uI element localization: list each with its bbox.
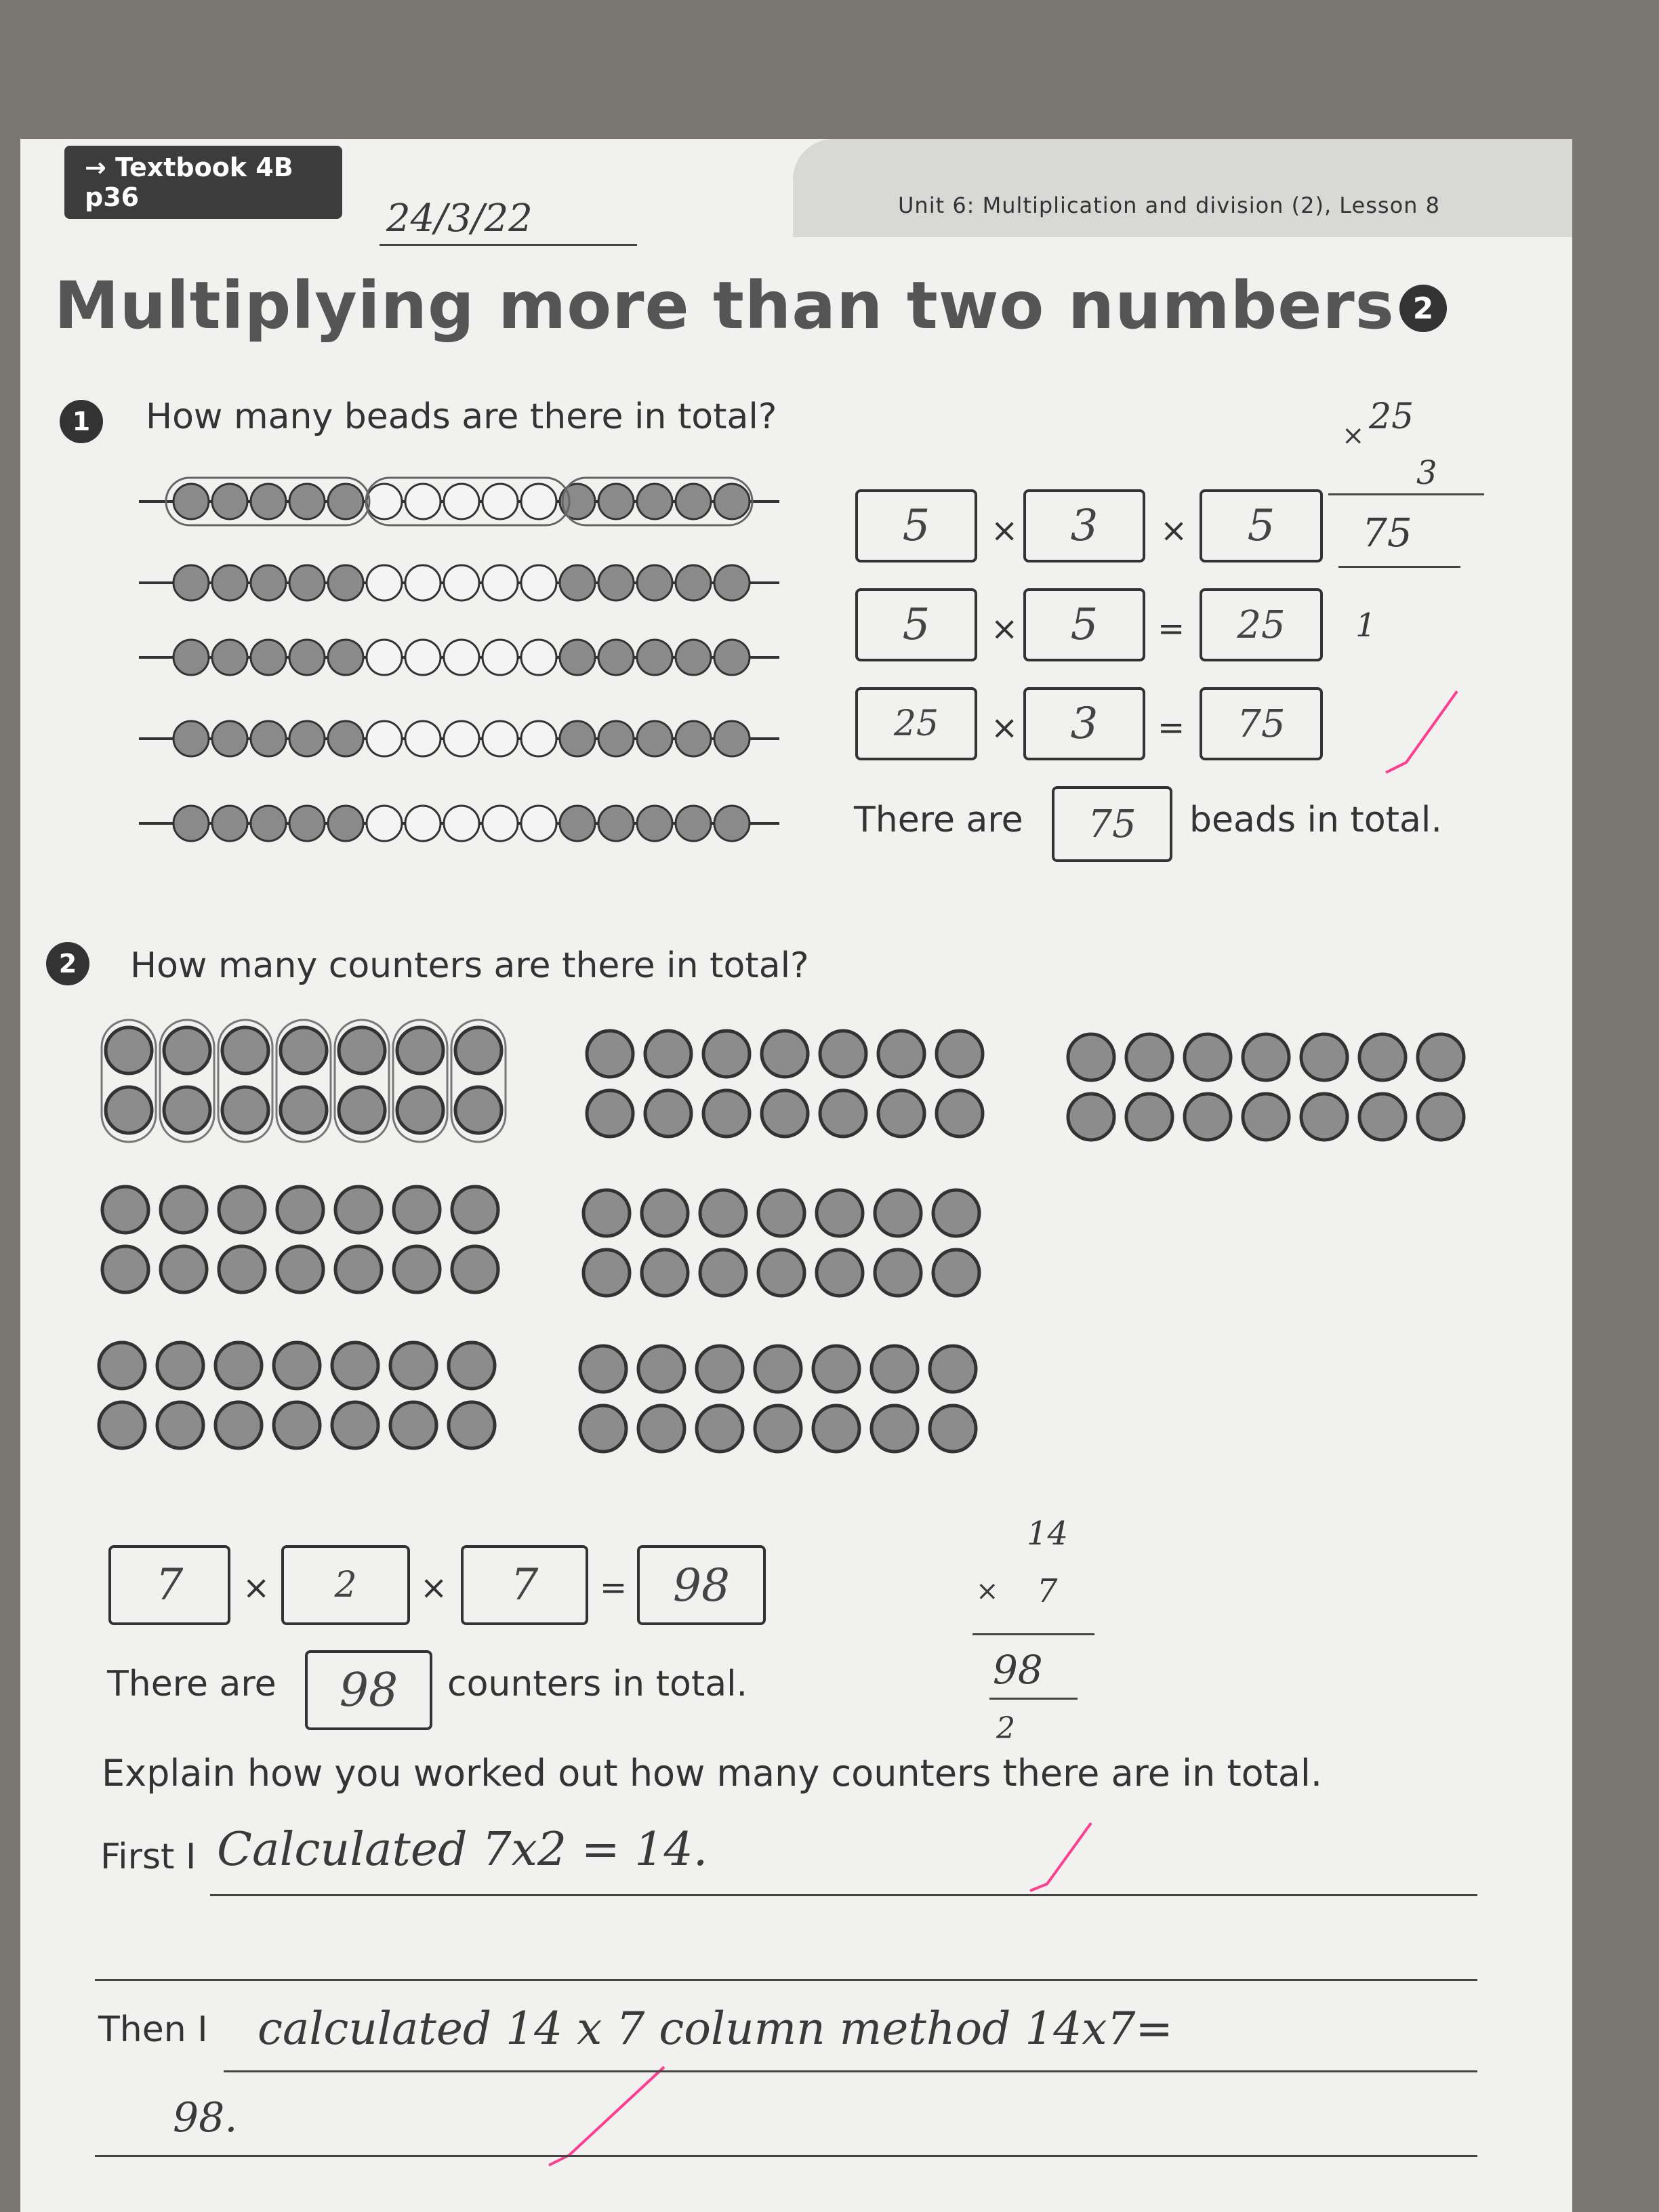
bead	[405, 484, 441, 519]
bead	[444, 640, 479, 675]
q1-working-line-1	[1328, 493, 1484, 495]
q2-eq-a[interactable]: 7	[108, 1545, 230, 1625]
counter	[758, 1190, 804, 1236]
counter	[106, 1027, 152, 1073]
bead	[212, 484, 247, 519]
counter	[1359, 1094, 1406, 1140]
q1-row2-eq: =	[1158, 610, 1185, 648]
bead	[405, 565, 441, 600]
counter	[332, 1402, 378, 1448]
bead	[444, 806, 479, 841]
counter	[930, 1346, 976, 1392]
bead	[598, 640, 634, 675]
then-answer[interactable]: calculated 14 x 7 column method 14x7=	[258, 2003, 1173, 2055]
counter	[587, 1090, 633, 1136]
q2-eq-result[interactable]: 98	[637, 1545, 766, 1625]
counter	[222, 1087, 268, 1133]
date-underline	[380, 244, 637, 246]
counter	[106, 1087, 152, 1133]
counter	[452, 1246, 498, 1292]
bead	[328, 565, 363, 600]
counter	[1068, 1034, 1114, 1080]
q2-eq-eq: =	[600, 1569, 628, 1607]
counter	[697, 1346, 743, 1392]
bead	[637, 806, 672, 841]
tick-mark	[1386, 691, 1457, 773]
counter	[583, 1190, 630, 1236]
bead	[251, 640, 286, 675]
bead	[367, 640, 402, 675]
bead	[328, 721, 363, 756]
bead	[714, 484, 750, 519]
counter	[755, 1406, 801, 1452]
counter	[164, 1087, 210, 1133]
q2-eq-b[interactable]: 2	[281, 1545, 410, 1625]
bead	[328, 806, 363, 841]
bead	[714, 806, 750, 841]
question-2-text: How many counters are there in total?	[130, 945, 809, 986]
counter	[642, 1190, 688, 1236]
counter	[219, 1246, 265, 1292]
counter	[875, 1250, 921, 1296]
q2-eq-c[interactable]: 7	[461, 1545, 588, 1625]
bead	[444, 721, 479, 756]
counter	[937, 1090, 983, 1136]
counter	[703, 1090, 750, 1136]
counter	[875, 1190, 921, 1236]
counter	[452, 1187, 498, 1233]
bead	[637, 565, 672, 600]
textbook-tab: → Textbook 4B p36	[64, 146, 342, 219]
first-line	[210, 1894, 1477, 1896]
bead	[367, 806, 402, 841]
bead	[405, 721, 441, 756]
then-answer-2[interactable]: 98.	[173, 2094, 238, 2142]
bead	[367, 484, 402, 519]
q1-working-mul: ×	[1342, 420, 1365, 451]
q1-row1-op: ×	[991, 512, 1019, 550]
q1-working-result: 75	[1362, 510, 1412, 556]
counter	[277, 1187, 323, 1233]
q2-working-line-1	[972, 1633, 1094, 1635]
bead	[251, 721, 286, 756]
counter	[390, 1402, 436, 1448]
counter	[397, 1027, 443, 1073]
q2-working-top: 14	[1027, 1515, 1069, 1553]
then-label: Then I	[98, 2009, 208, 2050]
bead	[714, 565, 750, 600]
bead	[212, 806, 247, 841]
counter	[99, 1402, 145, 1448]
counter	[1301, 1094, 1347, 1140]
bead	[444, 565, 479, 600]
bead	[328, 484, 363, 519]
counter	[933, 1190, 979, 1236]
bead	[289, 640, 325, 675]
counter	[820, 1090, 866, 1136]
header-band	[793, 139, 1572, 237]
bead	[367, 721, 402, 756]
counter	[1418, 1034, 1464, 1080]
counter	[222, 1027, 268, 1073]
question-1-badge: 1	[60, 400, 103, 443]
counter	[281, 1087, 327, 1133]
bead	[405, 640, 441, 675]
bead	[560, 806, 595, 841]
q1-row1-op2: ×	[1160, 512, 1188, 550]
counter	[580, 1346, 626, 1392]
bead	[405, 806, 441, 841]
bead	[173, 565, 209, 600]
counter	[164, 1027, 210, 1073]
handwritten-date: 24/3/22	[386, 197, 533, 241]
bead	[521, 721, 556, 756]
bead	[676, 565, 711, 600]
counter	[1185, 1094, 1231, 1140]
counter	[157, 1402, 203, 1448]
counter	[1301, 1034, 1347, 1080]
bead	[560, 721, 595, 756]
bead	[483, 640, 518, 675]
counter	[339, 1027, 385, 1073]
q1-row3-result[interactable]: 75	[1200, 687, 1323, 760]
counter	[1243, 1034, 1289, 1080]
q2-working-multiplier: 7	[1037, 1572, 1058, 1610]
counter	[216, 1343, 262, 1389]
counter	[697, 1406, 743, 1452]
counter	[274, 1402, 320, 1448]
counter	[455, 1027, 501, 1073]
counter	[587, 1031, 633, 1077]
bead	[598, 565, 634, 600]
unit-label: Unit 6: Multiplication and division (2), Lesson 8	[898, 192, 1440, 218]
counter	[455, 1087, 501, 1133]
counter	[339, 1087, 385, 1133]
counter	[813, 1406, 859, 1452]
counter	[817, 1250, 863, 1296]
bead	[598, 721, 634, 756]
q1-row1-c[interactable]: 5	[1200, 489, 1323, 562]
counter	[933, 1250, 979, 1296]
bead	[289, 484, 325, 519]
bead	[483, 565, 518, 600]
bead	[173, 484, 209, 519]
counter	[161, 1187, 207, 1233]
bead	[212, 721, 247, 756]
bead	[521, 806, 556, 841]
tick-mark	[549, 2067, 664, 2165]
q1-row1-a[interactable]: 5	[855, 489, 977, 562]
q1-row3-eq: =	[1158, 709, 1185, 747]
counter	[878, 1090, 924, 1136]
counter	[645, 1031, 691, 1077]
counter	[281, 1027, 327, 1073]
counter	[1185, 1034, 1231, 1080]
bead	[560, 565, 595, 600]
explain-prompt: Explain how you worked out how many counters there are in total.	[102, 1752, 1323, 1795]
bead	[637, 484, 672, 519]
counter	[762, 1090, 808, 1136]
bead	[289, 721, 325, 756]
bead	[521, 565, 556, 600]
counter	[274, 1343, 320, 1389]
bead	[173, 640, 209, 675]
first-label: First I	[100, 1837, 197, 1877]
q1-row2-op: ×	[991, 610, 1019, 648]
q2-eq-op1: ×	[243, 1569, 270, 1607]
bead	[289, 565, 325, 600]
q1-answer-box[interactable]: 75	[1052, 786, 1172, 862]
bead	[598, 484, 634, 519]
q1-answer-prefix: There are	[854, 800, 1023, 840]
counter	[390, 1343, 436, 1389]
bead	[637, 640, 672, 675]
page-title: Multiplying more than two numbers	[54, 268, 1395, 344]
counter	[219, 1187, 265, 1233]
counter	[937, 1031, 983, 1077]
counter	[102, 1187, 148, 1233]
counter	[397, 1087, 443, 1133]
counter	[1068, 1094, 1114, 1140]
bead	[483, 806, 518, 841]
bead	[328, 640, 363, 675]
q1-row3-a[interactable]: 25	[855, 687, 977, 760]
counter	[755, 1346, 801, 1392]
counter	[449, 1343, 495, 1389]
q2-eq-op2: ×	[420, 1569, 448, 1607]
bead	[212, 565, 247, 600]
q2-working-mul: ×	[976, 1576, 999, 1607]
counter	[157, 1343, 203, 1389]
counter	[762, 1031, 808, 1077]
bead	[212, 640, 247, 675]
bead	[483, 484, 518, 519]
counter	[335, 1246, 382, 1292]
q2-working-result: 98	[993, 1647, 1043, 1693]
counter	[583, 1250, 630, 1296]
counter	[645, 1090, 691, 1136]
counter	[820, 1031, 866, 1077]
counter	[758, 1250, 804, 1296]
q1-working-top: 25	[1369, 396, 1414, 437]
counter	[703, 1031, 750, 1077]
bead	[676, 721, 711, 756]
bead	[367, 565, 402, 600]
bead	[444, 484, 479, 519]
counter	[1243, 1094, 1289, 1140]
q2-answer-box[interactable]: 98	[305, 1650, 432, 1730]
counter	[1126, 1094, 1172, 1140]
bead	[637, 721, 672, 756]
counter	[277, 1246, 323, 1292]
q1-working-carry: 1	[1355, 607, 1376, 644]
counter	[449, 1402, 495, 1448]
q2-answer-suffix: counters in total.	[447, 1664, 748, 1704]
counter	[930, 1406, 976, 1452]
counter	[332, 1343, 378, 1389]
question-1-text: How many beads are there in total?	[146, 396, 777, 437]
bead	[251, 484, 286, 519]
counter	[216, 1402, 262, 1448]
q1-row2-b[interactable]: 5	[1023, 588, 1145, 661]
counter	[813, 1346, 859, 1392]
counter	[1359, 1034, 1406, 1080]
bead	[714, 721, 750, 756]
bead	[251, 565, 286, 600]
bead	[714, 640, 750, 675]
q1-row3-b[interactable]: 3	[1023, 687, 1145, 760]
first-answer[interactable]: Calculated 7x2 = 14.	[217, 1823, 708, 1877]
counter	[161, 1246, 207, 1292]
counter	[872, 1406, 918, 1452]
question-2-badge: 2	[46, 942, 89, 985]
bead	[598, 806, 634, 841]
q2-working-line-2	[989, 1698, 1078, 1700]
q2-working-carry: 2	[996, 1711, 1015, 1746]
bead	[483, 721, 518, 756]
bead	[676, 484, 711, 519]
bead	[173, 806, 209, 841]
q1-answer-suffix: beads in total.	[1189, 800, 1442, 840]
counter	[642, 1250, 688, 1296]
counter	[335, 1187, 382, 1233]
tick-mark	[1030, 1823, 1091, 1891]
counter	[638, 1406, 684, 1452]
bead	[521, 484, 556, 519]
final-line	[95, 2155, 1477, 2157]
counter	[872, 1346, 918, 1392]
then-line	[224, 2070, 1477, 2072]
counter	[700, 1250, 746, 1296]
counter	[102, 1246, 148, 1292]
q1-row2-a[interactable]: 5	[855, 588, 977, 661]
bead	[173, 721, 209, 756]
blank-line	[95, 1979, 1477, 1981]
counter	[99, 1343, 145, 1389]
bead	[289, 806, 325, 841]
bead	[676, 640, 711, 675]
counter	[1126, 1034, 1172, 1080]
bead	[676, 806, 711, 841]
q1-working-multiplier: 3	[1416, 454, 1437, 492]
counter	[700, 1190, 746, 1236]
counter	[394, 1187, 440, 1233]
q1-row2-result[interactable]: 25	[1200, 588, 1323, 661]
counter	[1418, 1094, 1464, 1140]
counter	[878, 1031, 924, 1077]
counter	[580, 1406, 626, 1452]
counter	[817, 1190, 863, 1236]
q2-answer-prefix: There are	[107, 1664, 276, 1704]
q1-working-line-2	[1338, 566, 1460, 568]
q1-row3-op: ×	[991, 709, 1019, 747]
bead	[560, 640, 595, 675]
title-badge: 2	[1399, 285, 1447, 332]
q1-row1-b[interactable]: 3	[1023, 489, 1145, 562]
counter	[394, 1246, 440, 1292]
bead	[521, 640, 556, 675]
counter	[638, 1346, 684, 1392]
bead	[251, 806, 286, 841]
